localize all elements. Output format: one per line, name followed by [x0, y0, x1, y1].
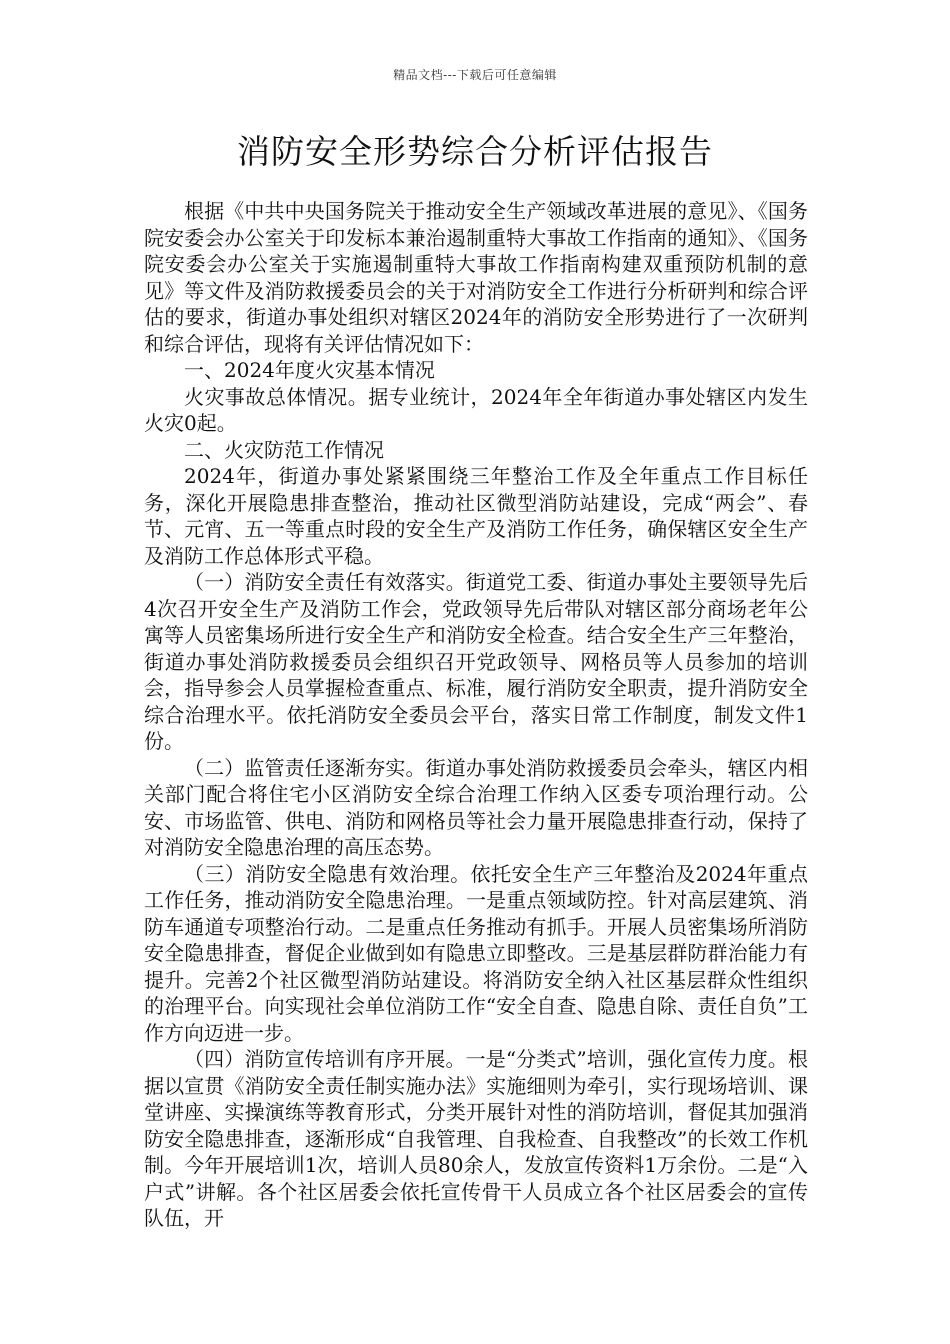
- section-heading-1: 一、2024年度火灾基本情况: [184, 358, 435, 382]
- document-body: [144, 198, 808, 1232]
- prevention-summary-paragraph: 2024年，街道办事处紧紧围绕三年整治工作及全年重点工作目标任务，深化开展隐患排查整治，推动社区微型消防站建设，完成“两会”、春节、元宵、五一等重点时段的安全生产及消防工作任务，确保辖区安全生产及消防工作总体形式平稳。: [144, 464, 808, 568]
- supervision-paragraph: （二）监管责任逐渐夯实。街道办事处消防救援委员会牵头，辖区内相关部门配合将住宅小区消防安全综合治理工作纳入区委专项治理行动。公安、市场监管、供电、消防和网格员等社会力量开展隐患排查行动，保持了对消防安全隐患治理的高压态势。: [144, 755, 808, 859]
- section-heading-2: 二、火灾防范工作情况: [184, 437, 384, 462]
- hazard-governance-paragraph: （三）消防安全隐患有效治理。依托安全生产三年整治及2024年重点工作任务，推动消防安全隐患治理。一是重点领域防控。针对高层建筑、消防车通道专项整治行动。二是重点任务推动有抓手。开展人员密集场所消防安全隐患排查，督促企业做到如有隐患立即整改。三是基层群防群治能力有提升。完善2个社区微型消防站建设。将消防安全纳入社区基层群众性组织的治理平台。向实现社会单位消防工作“安全自查、隐患自除、责任自负”工作方向迈进一步。: [144, 861, 808, 1045]
- intro-paragraph: 根据《中共中央国务院关于推动安全生产领域改革进展的意见》、《国务院安委会办公室关于印发标本兼治遏制重特大事故工作指南的通知》、《国务院安委会办公室关于实施遏制重特大事故工作指南构建双重预防机制的意见》等文件及消防救援委员会的关于对消防安全工作进行分析研判和综合评估的要求，街道办事处组织对辖区2024年的消防安全形势进行了一次研判和综合评估，现将有关评估情况如下：: [144, 199, 808, 356]
- fire-overview-paragraph: 火灾事故总体情况。据专业统计，2024年全年街道办事处辖区内发生火灾0起。: [144, 384, 808, 435]
- document-title: 消防安全形势综合分析评估报告: [237, 132, 713, 171]
- responsibility-paragraph: （一）消防安全责任有效落实。街道党工委、街道办事处主要领导先后4次召开安全生产及消防工作会，党政领导先后带队对辖区部分商场老年公寓等人员密集场所进行安全生产和消防安全检查。结合安全生产三年整治，街道办事处消防救援委员会组织召开党政领导、网格员等人员参加的培训会，指导参会人员掌握检查重点、标准，履行消防安全职责，提升消防安全综合治理水平。依托消防安全委员会平台，落实日常工作制度，制发文件1份。: [144, 570, 808, 753]
- header-note: 精品文档---下载后可任意编辑: [393, 68, 557, 82]
- training-paragraph: （四）消防宣传培训有序开展。一是“分类式”培训，强化宣传力度。根据以宣贯《消防安全责任制实施办法》实施细则为牵引，实行现场培训、课堂讲座、实操演练等教育形式，分类开展针对性的消防培训，督促其加强消防安全隐患排查，逐渐形成“自我管理、自我检查、自我整改”的长效工作机制。今年开展培训1次，培训人员80余人，发放宣传资料1万余份。二是“入户式”讲解。各个社区居委会依托宣传骨干人员成立各个社区居委会的宣传队伍，开: [144, 1047, 808, 1230]
